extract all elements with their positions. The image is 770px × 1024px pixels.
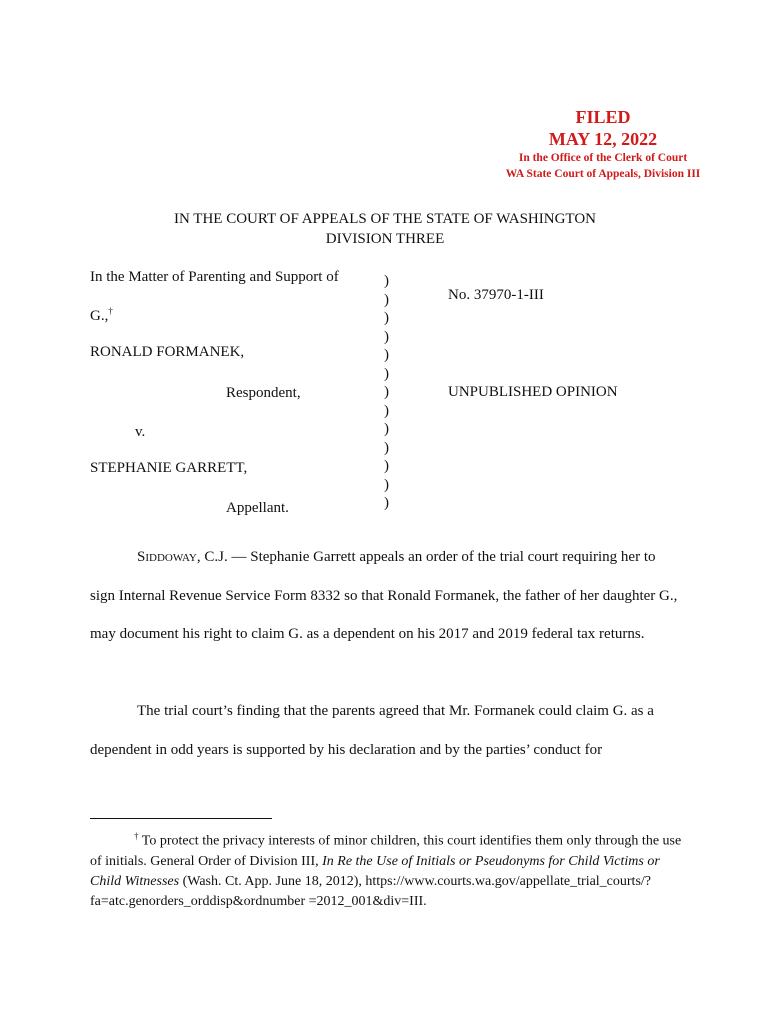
paren: ): [384, 347, 389, 363]
child-footnote-mark: †: [108, 306, 113, 316]
child-initial: [90, 306, 113, 325]
author-name: Siddoway: [137, 549, 197, 565]
stamp-status: FILED: [575, 107, 631, 127]
paren: ): [384, 328, 389, 345]
versus: v.: [135, 424, 146, 440]
appellant-name: STEPHANIE GARRETT,: [90, 460, 248, 476]
child-initial-text: G.,: [90, 308, 109, 324]
footnote-mark: †: [134, 831, 139, 841]
paren: ): [384, 310, 389, 326]
author-title: , C.J. —: [196, 549, 251, 565]
respondent-name: RONALD FORMANEK,: [90, 344, 245, 360]
case-number: No. 37970-1-III: [448, 287, 544, 303]
court-heading: [0, 209, 770, 249]
stamp-court: WA State Court of Appeals, Division III: [505, 168, 701, 180]
division-name: DIVISION THREE: [325, 231, 445, 247]
paren: ): [384, 495, 389, 511]
stamp-date: MAY 12, 2022: [548, 129, 658, 149]
stamp-office: In the Office of the Clerk of Court: [518, 152, 688, 164]
footnote-order-title: In Re the Use of Initials or Pseudonyms for Child Victims or Child Witnesses: [90, 853, 660, 889]
footnote-divider: [90, 818, 272, 819]
paren: ): [384, 439, 389, 456]
opinion-paragraph-1: [90, 538, 680, 654]
appellant-role: Appellant.: [226, 500, 289, 516]
paren: ): [384, 365, 389, 382]
paren: ): [384, 421, 389, 437]
paren: ): [384, 273, 389, 289]
opinion-type: UNPUBLISHED OPINION: [448, 384, 618, 400]
paren: ): [384, 384, 389, 400]
court-name: IN THE COURT OF APPEALS OF THE STATE OF WASHINGTON: [174, 211, 596, 227]
paragraph-1-text: Stephanie Garrett appeals an order of the trial court requiring her to sign Internal Revenue Service Form 8332 so that Ronald Formanek, the father of her daughter G., may document his right to claim G. as a dependent on his 2017 and 2019 federal tax returns.: [90, 549, 678, 643]
paren: ): [384, 402, 389, 419]
filing-stamp: [480, 106, 726, 182]
paren: ): [384, 476, 389, 493]
footnote-text-2: (Wash. Ct. App. June 18, 2012), https://www.courts.wa.gov/appellate_trial_courts/?fa=atc.genorders_orddisp&ordnumber =2012_001&div=III.: [90, 873, 652, 909]
matter-line: In the Matter of Parenting and Support of: [90, 269, 339, 285]
opinion-paragraph-2: [90, 692, 680, 769]
paragraph-2-text: The trial court’s finding that the parents agreed that Mr. Formanek could claim G. as a dependent in odd years is supported by his declaration and by the parties’ conduct for: [90, 703, 654, 758]
footnote-text-1: To protect the privacy interests of minor children, this court identifies them only through the use of initials. General Order of Division III,: [90, 833, 682, 869]
footnote: [90, 826, 690, 912]
caption-parentheses: [384, 272, 389, 513]
respondent-role: Respondent,: [226, 385, 301, 401]
paren: ): [384, 291, 389, 308]
paren: ): [384, 458, 389, 474]
